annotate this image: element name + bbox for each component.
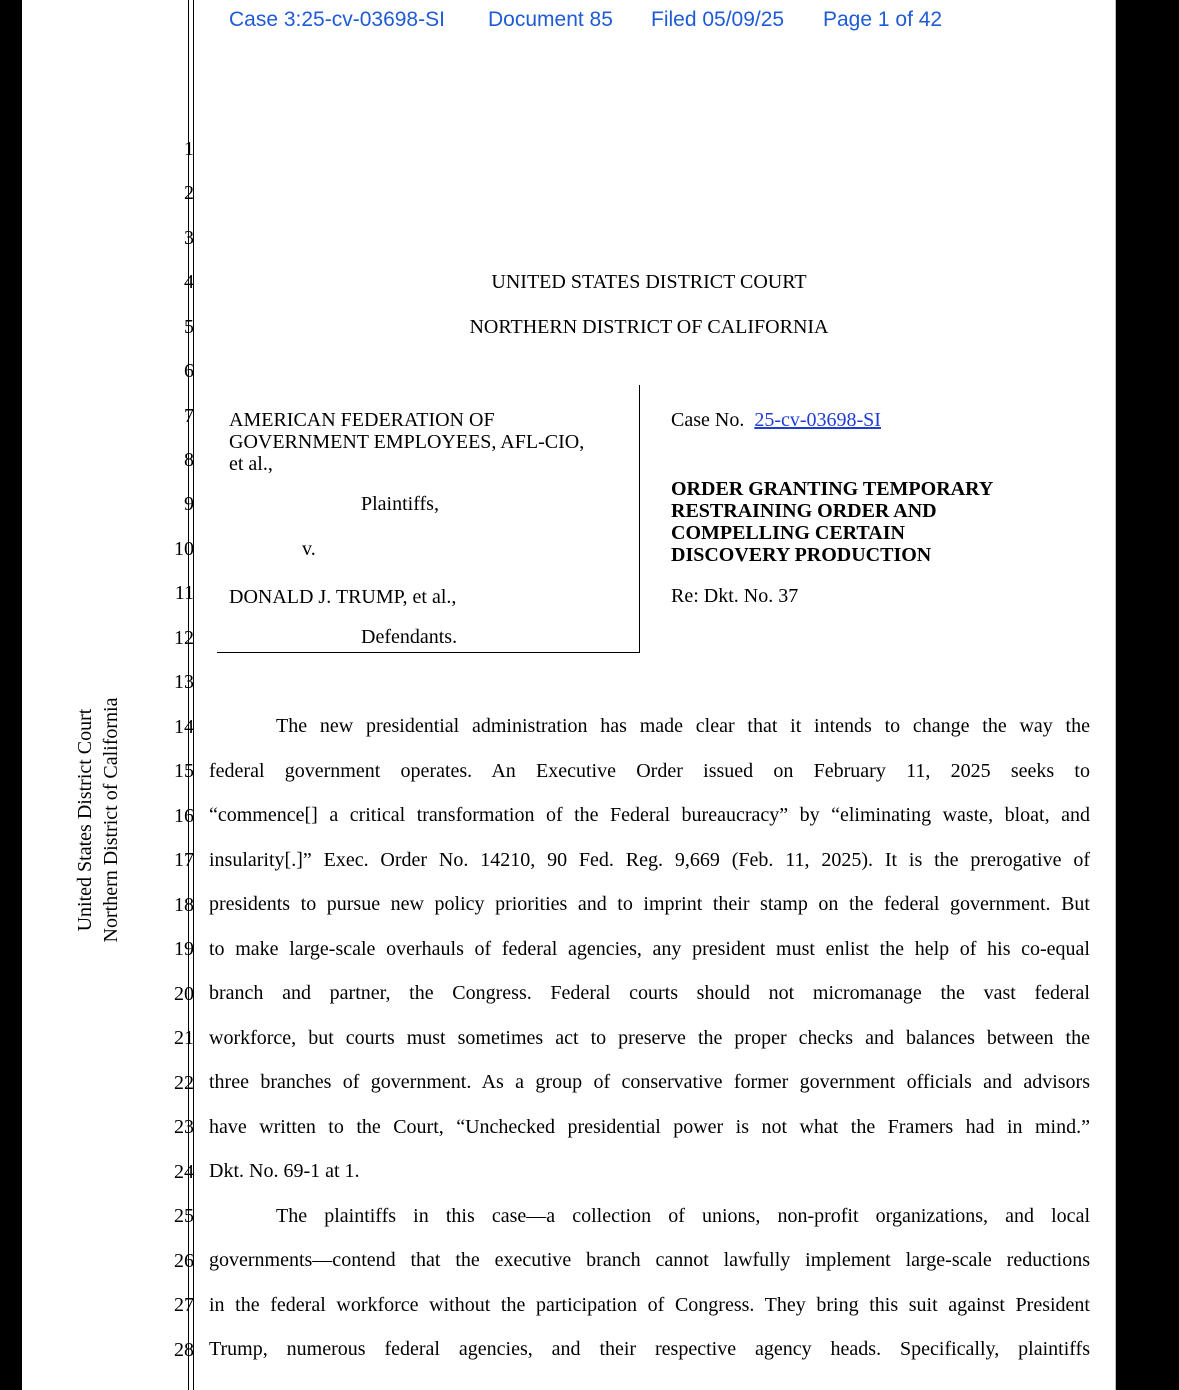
line-number: 16 [174, 805, 194, 827]
case-number-block [671, 409, 881, 431]
body-line: branch and partner, the Congress. Federal courts should not micromanage the vast federal [209, 982, 1090, 1004]
plaintiff-name-line2: GOVERNMENT EMPLOYEES, AFL-CIO, [229, 431, 585, 453]
body-line: Trump, numerous federal agencies, and their respective agency heads. Specifically, plaintiffs [209, 1338, 1090, 1360]
defendant-name: DONALD J. TRUMP, et al., [229, 586, 457, 608]
line-number: 3 [184, 227, 194, 249]
line-number: 6 [184, 360, 194, 382]
court-district: NORTHERN DISTRICT OF CALIFORNIA [469, 316, 829, 338]
line-number: 11 [174, 582, 194, 604]
body-line: insularity[.]” Exec. Order No. 14210, 90 Fed. Reg. 9,669 (Feb. 11, 2025). It is the prerogative of [209, 849, 1090, 871]
caption-divider-vertical [639, 385, 640, 653]
line-number: 5 [184, 316, 194, 338]
body-line: in the federal workforce without the participation of Congress. They bring this suit against President [209, 1294, 1090, 1316]
versus-label: v. [302, 538, 316, 560]
line-number: 22 [174, 1072, 194, 1094]
side-label-court: United States District Court [74, 708, 96, 932]
order-title-line4: DISCOVERY PRODUCTION [671, 544, 932, 566]
line-number: 15 [174, 760, 194, 782]
plaintiffs-label: Plaintiffs, [361, 493, 439, 515]
line-number: 17 [174, 849, 194, 871]
document-page [22, 0, 1116, 1390]
plaintiff-name-line1: AMERICAN FEDERATION OF [229, 409, 495, 431]
header-page-count: Page 1 of 42 [823, 8, 943, 31]
line-number: 23 [174, 1116, 194, 1138]
line-number: 19 [174, 938, 194, 960]
caption-divider-horizontal [217, 652, 640, 653]
docket-reference: Re: Dkt. No. 37 [671, 585, 799, 607]
line-number: 18 [174, 894, 194, 916]
order-title-line3: COMPELLING CERTAIN [671, 522, 905, 544]
header-document-number: Document 85 [488, 8, 613, 31]
line-number: 25 [174, 1205, 194, 1227]
body-line: governments—contend that the executive branch cannot lawfully implement large-scale reductions [209, 1249, 1090, 1271]
body-line: presidents to pursue new policy priorities and to imprint their stamp on the federal government. But [209, 893, 1090, 915]
plaintiff-name-line3: et al., [229, 453, 273, 475]
line-number: 2 [184, 182, 194, 204]
header-case-number: Case 3:25-cv-03698-SI [229, 8, 445, 31]
line-number: 4 [184, 271, 194, 293]
line-number: 12 [174, 627, 194, 649]
line-number: 24 [174, 1161, 194, 1183]
line-number: 1 [184, 138, 194, 160]
line-number: 20 [174, 983, 194, 1005]
body-line: have written to the Court, “Unchecked presidential power is not what the Framers had in mind.” [209, 1116, 1090, 1138]
line-number: 26 [174, 1250, 194, 1272]
case-number-label: Case No. [671, 409, 745, 431]
body-line: federal government operates. An Executive Order issued on February 11, 2025 seeks to [209, 760, 1090, 782]
court-name: UNITED STATES DISTRICT COURT [491, 271, 807, 293]
line-number: 27 [174, 1294, 194, 1316]
body-line: workforce, but courts must sometimes act to preserve the proper checks and balances between the [209, 1027, 1090, 1049]
line-number: 7 [184, 405, 194, 427]
side-label-district: Northern District of California [100, 697, 122, 943]
body-line: to make large-scale overhauls of federal agencies, any president must enlist the help of his co-equal [209, 938, 1090, 960]
body-line: The plaintiffs in this case—a collection of unions, non-profit organizations, and local [276, 1205, 1090, 1227]
order-title-line2: RESTRAINING ORDER AND [671, 500, 937, 522]
line-number: 10 [174, 538, 194, 560]
body-line: “commence[] a critical transformation of the Federal bureaucracy” by “eliminating waste, bloat, and [209, 804, 1090, 826]
line-number: 28 [174, 1339, 194, 1361]
defendants-label: Defendants. [361, 626, 458, 648]
header-filed-date: Filed 05/09/25 [651, 8, 785, 31]
body-line: The new presidential administration has made clear that it intends to change the way the [276, 715, 1090, 737]
line-number: 9 [184, 493, 194, 515]
body-line: three branches of government. As a group of conservative former government officials and advisors [209, 1071, 1090, 1093]
case-number-link[interactable]: 25-cv-03698-SI [754, 409, 881, 431]
order-title-line1: ORDER GRANTING TEMPORARY [671, 478, 994, 500]
line-number: 13 [174, 671, 194, 693]
line-number: 21 [174, 1027, 194, 1049]
line-number: 14 [174, 716, 194, 738]
body-line: Dkt. No. 69-1 at 1. [209, 1160, 360, 1182]
line-number: 8 [184, 449, 194, 471]
